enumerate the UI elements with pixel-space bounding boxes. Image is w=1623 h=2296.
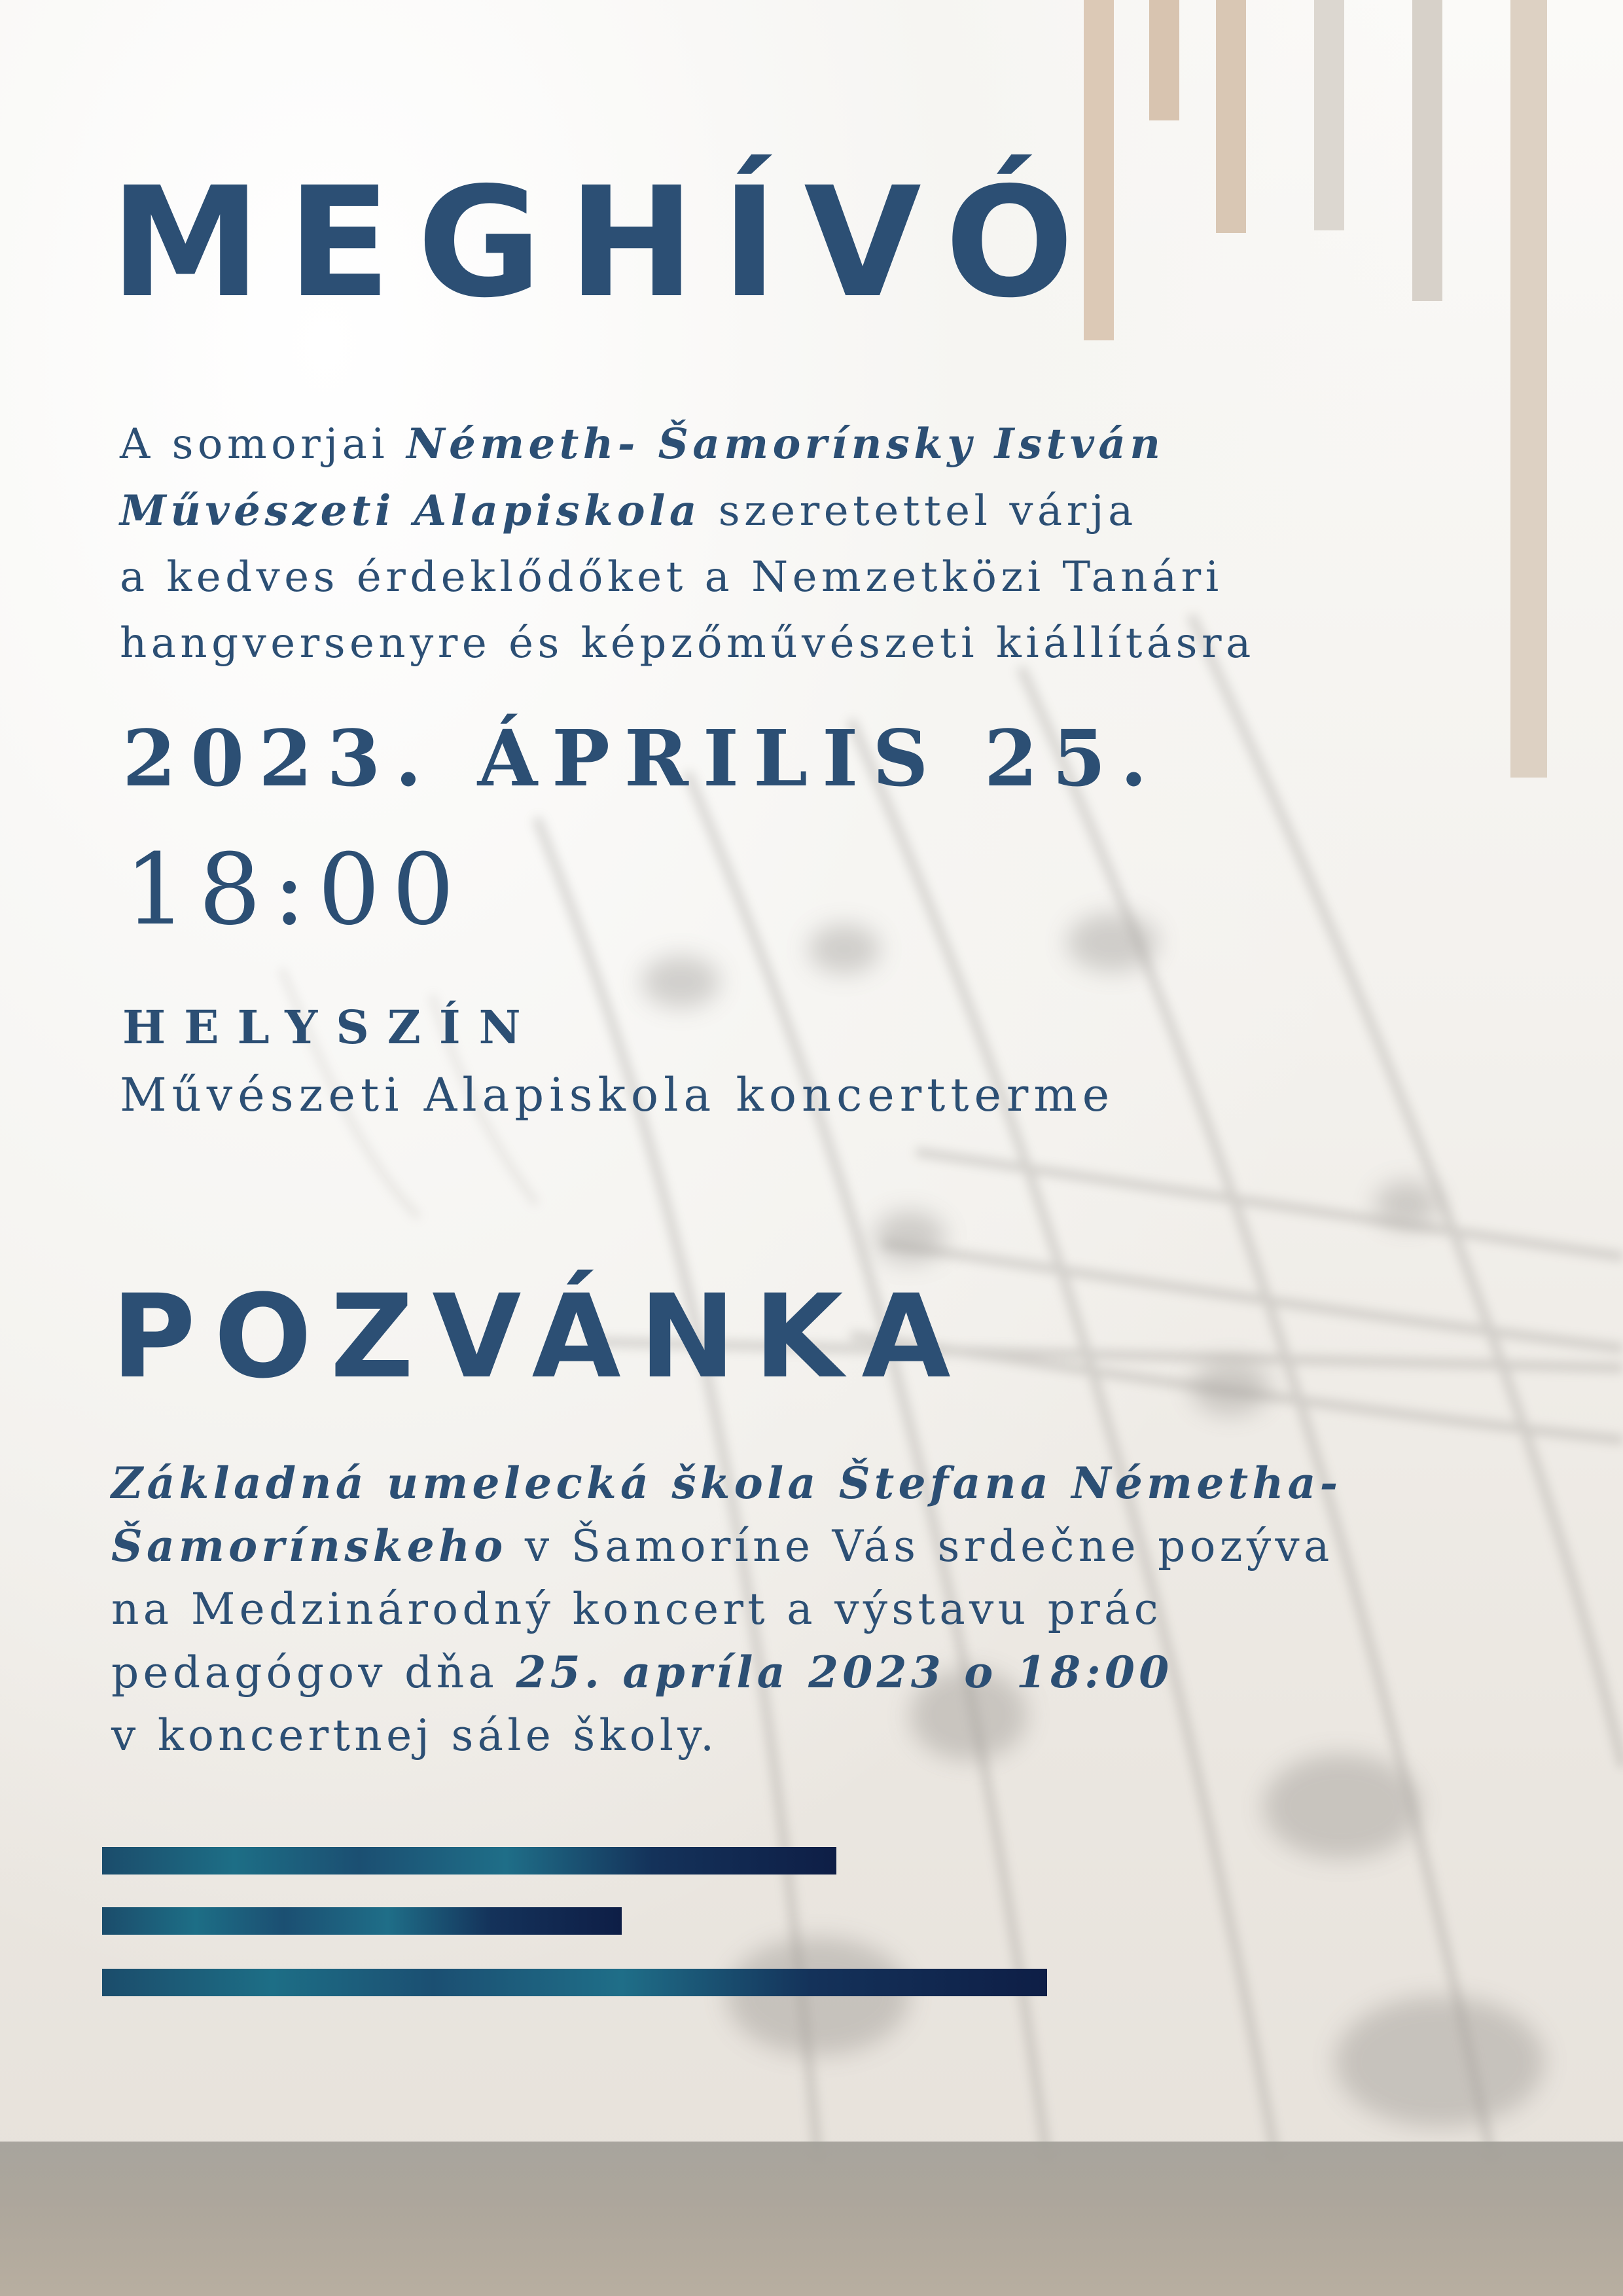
venue-label: HELYSZÍN: [122, 1000, 539, 1054]
decor-bar-6: [1510, 0, 1547, 778]
school-name-sk: Šamorínskeho: [111, 1520, 507, 1571]
decor-bar-2: [1149, 0, 1179, 120]
decor-stripe-3: [102, 1969, 1047, 1996]
decor-stripe-1: [102, 1847, 836, 1874]
hungarian-title: MEGHÍVÓ: [110, 154, 1100, 331]
slovak-title: POZVÁNKA: [111, 1270, 969, 1404]
sk-line-4: [111, 1641, 1342, 1704]
intro-line-4: hangversenyre és képzőművészeti kiállításra: [120, 619, 1255, 668]
bottom-band: [0, 2142, 1623, 2296]
decor-bar-3: [1216, 0, 1246, 233]
decor-bar-5: [1412, 0, 1442, 301]
intro-line-2: [120, 478, 1255, 545]
intro-text: szeretettel várja: [700, 487, 1137, 535]
slovak-text: [111, 1452, 1342, 1767]
event-date: 2023. ÁPRILIS 25.: [122, 713, 1162, 804]
intro-line-1: [120, 411, 1255, 478]
decor-bar-4: [1314, 0, 1344, 230]
sk-date-time: 25. apríla 2023 o 18:00: [516, 1647, 1173, 1698]
intro-text: A somorjai: [120, 420, 407, 469]
sk-line-2: [111, 1515, 1342, 1578]
school-name-part-2: Művészeti Alapiskola: [120, 486, 701, 535]
event-time: 18:00: [124, 833, 467, 947]
sk-line-5: v koncertnej sále školy.: [111, 1710, 719, 1761]
hungarian-intro: [120, 411, 1255, 677]
sk-line-1: Základná umelecká škola Štefana Németha-: [111, 1458, 1342, 1509]
sk-text: v Šamoríne Vás srdečne pozýva: [507, 1521, 1334, 1571]
venue-name: Művészeti Alapiskola koncertterme: [120, 1068, 1115, 1122]
intro-line-3: a kedves érdeklődőket a Nemzetközi Tanári: [120, 553, 1223, 601]
sk-line-3: na Medzinárodný koncert a výstavu prác: [111, 1584, 1162, 1634]
school-name-part-1: Németh- Šamorínsky István: [406, 420, 1165, 469]
sk-text: pedagógov dňa: [111, 1647, 516, 1698]
decor-stripe-2: [102, 1907, 622, 1935]
